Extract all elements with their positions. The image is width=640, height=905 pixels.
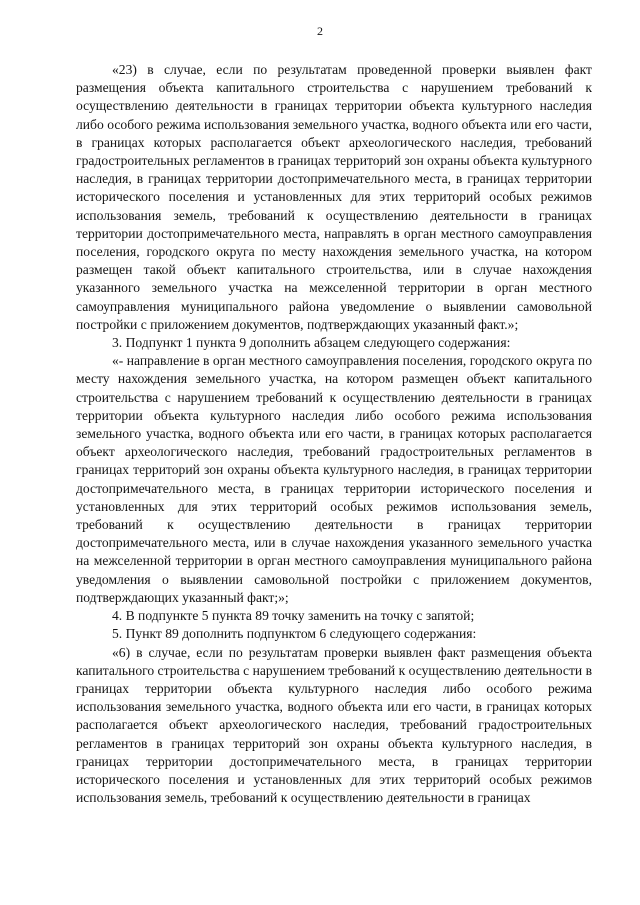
paragraph-point-5: 5. Пункт 89 дополнить подпунктом 6 следующего содержания: <box>112 626 477 642</box>
paragraph-added-clause: «- направление в орган местного самоуправления поселения, городского округа по месту нахождения земельного участка, на котором размещен объект капитального строительства с нарушением требований к осуществлению деятельности в границах территории объекта культурного наследия либо особого режима использования земельного участка, водного объекта или его части, в границах которых располагается объект археологического наследия, требований градостроительных регламентов в границах территорий зон охраны объекта культурного наследия, в границах территории достопримечательного места, в границах территории исторического поселения и установленных для этих территорий особых режимов использования земель, требований к осуществлению деятельности в границах территории достопримечательного места, или в случае нахождения указанного земельного участка на межселенной территории в орган местного самоуправления муниципального района уведомления о выявлении самовольной постройки с приложением документов, подтверждающих указанный факт;»; <box>76 353 592 605</box>
paragraph-item-23: «23) в случае, если по результатам проведенной проверки выявлен факт размещения объекта капитального строительства с нарушением требований к осуществлению деятельности в границах территории объекта культурного наследия либо особого режима использования земельного участка, водного объекта или его части, в границах которых располагается объект археологического наследия, требований градостроительных регламентов в границах территорий зон охраны объекта культурного наследия, в границах территории достопримечательного места, в границах территории исторического поселения и установленных для этих территорий особых режимов использования земель, требований к осуществлению деятельности в границах территории достопримечательного места, направлять в орган местного самоуправления поселения, городского округа по месту нахождения земельного участка, на котором размещен такой объект капитального строительства, или в случае нахождения указанного земельного участка на межселенной территории в орган местного самоуправления муниципального района уведомление о выявлении самовольной постройки с приложением документов, подтверждающих указанный факт.»; <box>76 62 592 332</box>
paragraph-subpoint-6: «6) в случае, если по результатам проверки выявлен факт размещения объекта капитального строительства с нарушением требований к осуществлению деятельности в границах территории объекта культурного наследия либо особого режима использования земельного участка, водного объекта или его части, в границах которых располагается объект археологического наследия, требований градостроительных регламентов в границах территорий зон охраны объекта культурного наследия, в границах территории достопримечательного места, в границах территории исторического поселения и установленных для этих территорий особых режимов использования земель, требований к осуществлению деятельности в границах <box>76 644 592 806</box>
paragraph-point-3: 3. Подпункт 1 пункта 9 дополнить абзацем следующего содержания: <box>112 335 511 351</box>
page-number: 2 <box>317 24 323 38</box>
paragraph-point-4: 4. В подпункте 5 пункта 89 точку заменить на точку с запятой; <box>112 608 475 624</box>
document-body <box>76 61 592 807</box>
